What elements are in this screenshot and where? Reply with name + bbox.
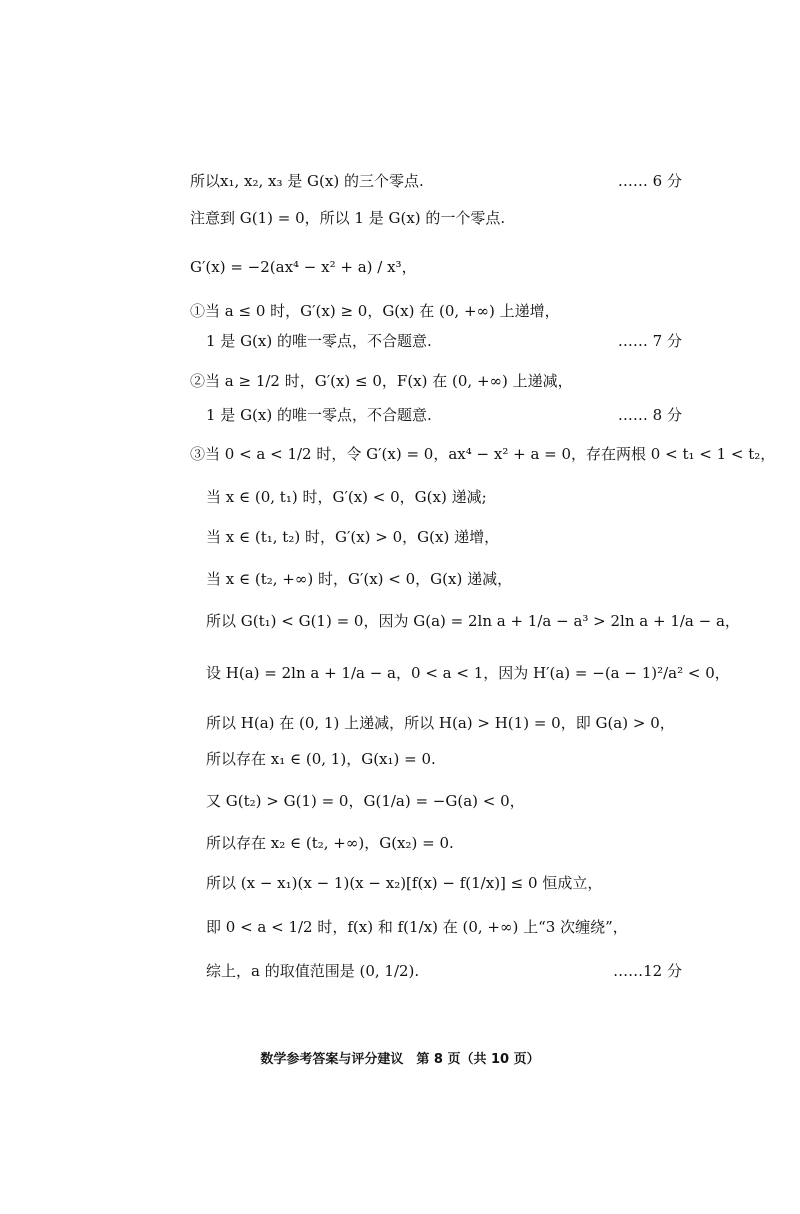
- text-line: 1 是 G(x) 的唯一零点，不合题意.: [206, 332, 432, 350]
- formula-line: G′(x) = −2(ax⁴ − x² + a) / x³，: [190, 258, 417, 276]
- score-marker: ……12 分: [613, 962, 682, 980]
- score-marker: …… 8 分: [617, 406, 682, 424]
- text-line: 所以x₁, x₂, x₃ 是 G(x) 的三个零点.: [190, 172, 424, 190]
- score-marker: …… 7 分: [617, 332, 682, 350]
- text-line: 综上，a 的取值范围是 (0, 1/2).: [206, 962, 420, 980]
- score-marker: …… 6 分: [617, 172, 682, 190]
- text-line: 所以 (x − x₁)(x − 1)(x − x₂)[f(x) − f(1/x)] ≤ 0 恒成立，: [206, 874, 603, 892]
- text-line: 又 G(t₂) > G(1) = 0，G(1/a) = −G(a) < 0，: [206, 792, 525, 810]
- text-line: 1 是 G(x) 的唯一零点，不合题意.: [206, 406, 432, 424]
- text-line: ①当 a ≤ 0 时，G′(x) ≥ 0，G(x) 在 (0, +∞) 上递增，: [190, 302, 560, 320]
- text-line: 所以存在 x₁ ∈ (0, 1)，G(x₁) = 0.: [206, 750, 436, 768]
- page-footer: 数学参考答案与评分建议 第 8 页（共 10 页）: [260, 1052, 540, 1067]
- text-line: ②当 a ≥ 1/2 时，G′(x) ≤ 0，F(x) 在 (0, +∞) 上递减，: [190, 372, 573, 390]
- text-line: 所以 G(t₁) < G(1) = 0，因为 G(a) = 2ln a + 1/a − a³ > 2ln a + 1/a − a，: [206, 612, 740, 630]
- text-line: 当 x ∈ (0, t₁) 时，G′(x) < 0，G(x) 递减;: [206, 488, 487, 506]
- text-line: 设 H(a) = 2ln a + 1/a − a，0 < a < 1，因为 H′(a) = −(a − 1)²/a² < 0，: [206, 664, 730, 682]
- text-line: 即 0 < a < 1/2 时，f(x) 和 f(1/x) 在 (0, +∞) 上“3 次缠绕”，: [206, 918, 628, 936]
- text-line: 当 x ∈ (t₁, t₂) 时，G′(x) > 0，G(x) 递增，: [206, 528, 500, 546]
- text-line: 所以 H(a) 在 (0, 1) 上递减，所以 H(a) > H(1) = 0，即 G(a) > 0，: [206, 714, 675, 732]
- text-line: ③当 0 < a < 1/2 时，令 G′(x) = 0，ax⁴ − x² + a = 0，存在两根 0 < t₁ < 1 < t₂，: [190, 445, 776, 463]
- text-line: 当 x ∈ (t₂, +∞) 时，G′(x) < 0，G(x) 递减，: [206, 570, 513, 588]
- text-line: 所以存在 x₂ ∈ (t₂, +∞)，G(x₂) = 0.: [206, 834, 454, 852]
- text-line: 注意到 G(1) = 0，所以 1 是 G(x) 的一个零点.: [190, 209, 506, 227]
